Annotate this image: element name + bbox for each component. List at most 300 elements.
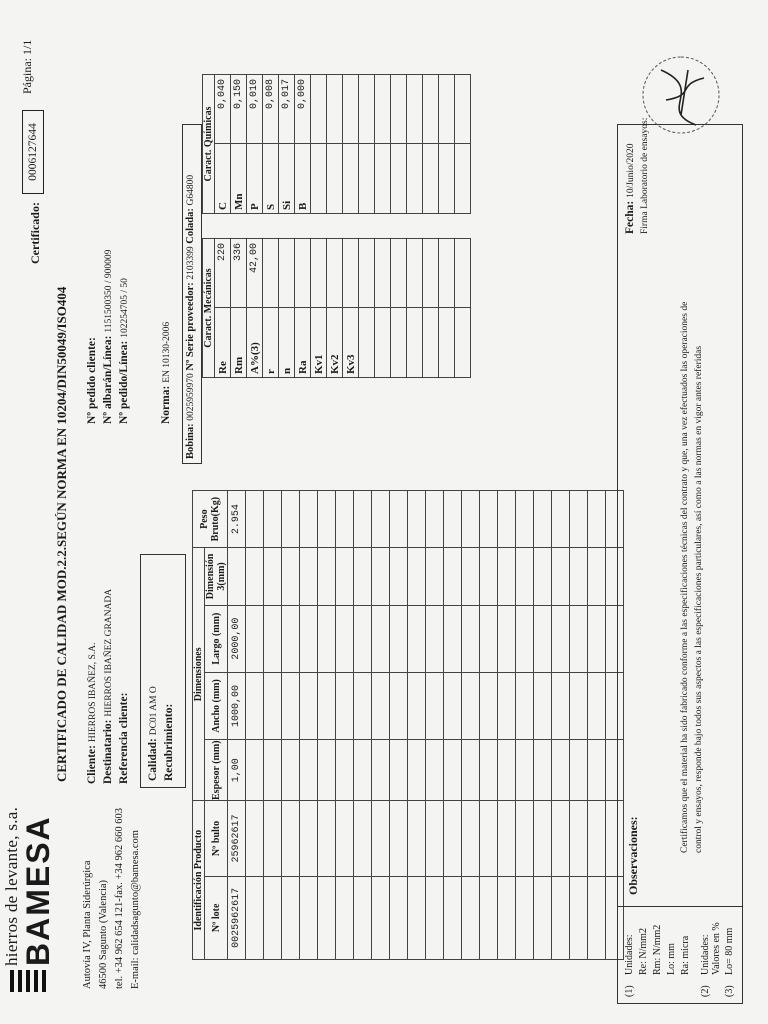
table-row (318, 491, 336, 960)
chem-label: C (215, 144, 231, 214)
table-row (246, 491, 264, 960)
cell-largo (462, 605, 480, 672)
observaciones-text: Certificamos que el material ha sido fabricado conforme a las especificaciones técnicas del contrato y que, una vez efectuados las operaciones de control y ensayos, responde bajo todos sus aspectos a las especificaciones particulares, así como a las normas en vigor antes referidas (680, 301, 704, 853)
cell-peso (372, 491, 390, 548)
mech-label: Kv1 (311, 308, 327, 378)
cell-peso (588, 491, 606, 548)
mech-value (375, 239, 391, 309)
mech-label: Kv3 (343, 308, 359, 378)
certificado-number: 0006127644 (22, 110, 44, 194)
espesor-header: Espesor (mm) (205, 740, 228, 801)
cell-espesor (444, 740, 462, 801)
cell-largo: 2000,00 (228, 605, 246, 672)
cell-peso (264, 491, 282, 548)
chem-value: 0,150 (231, 75, 247, 145)
company-name: hierros de levante, s.a. (2, 806, 21, 966)
cell-ancho (264, 672, 282, 739)
cliente-field: Cliente: HIERROS IBAÑEZ, S.A. (86, 642, 98, 784)
dim3-header: Dimensión 3(mm) (205, 548, 228, 605)
chem-label: B (295, 144, 311, 214)
cell-largo (246, 605, 264, 672)
chem-label (407, 144, 423, 214)
mech-value (391, 239, 407, 309)
cell-largo (390, 605, 408, 672)
cell-dim3 (228, 548, 246, 605)
mech-value (407, 239, 423, 309)
cell-lote (444, 876, 462, 959)
table-row (263, 75, 279, 214)
cell-dim3 (282, 548, 300, 605)
chem-value: 0,010 (247, 75, 263, 145)
cell-bulto (372, 801, 390, 876)
cell-dim3 (408, 548, 426, 605)
cell-lote (552, 876, 570, 959)
table-row (311, 239, 327, 378)
table-row (407, 75, 423, 214)
unit-line: Lo: mm (666, 943, 677, 975)
chem-label (423, 144, 439, 214)
cell-espesor (318, 740, 336, 801)
peso-header: Peso Bruto(Kg) (193, 491, 228, 548)
table-row (375, 75, 391, 214)
cell-bulto: 25962617 (228, 801, 246, 876)
largo-header: Largo (mm) (205, 605, 228, 672)
cell-espesor (516, 740, 534, 801)
table-row (455, 239, 471, 378)
cell-dim3 (498, 548, 516, 605)
fecha-field: Fecha: 10/Junio/2020 (624, 143, 636, 234)
cell-lote (408, 876, 426, 959)
cell-bulto (336, 801, 354, 876)
cell-peso (354, 491, 372, 548)
cell-ancho (354, 672, 372, 739)
cell-ancho (462, 672, 480, 739)
table-row (455, 75, 471, 214)
mech-label: Ra (295, 308, 311, 378)
bulto-header: Nº bulto (205, 801, 228, 876)
cell-bulto (390, 801, 408, 876)
table-row (439, 75, 455, 214)
ident-group-header: Identificación Producto (193, 801, 205, 960)
chem-value (407, 75, 423, 145)
cell-bulto (588, 801, 606, 876)
table-row (534, 491, 552, 960)
cell-dim3 (588, 548, 606, 605)
cell-espesor (498, 740, 516, 801)
cell-dim3 (354, 548, 372, 605)
table-row (247, 239, 263, 378)
cell-peso (516, 491, 534, 548)
cell-lote (426, 876, 444, 959)
table-row (408, 491, 426, 960)
bobina-line: Bobina: 0025959970 Nº Serie proveedor: 2103399 Colada: G64800 (182, 124, 202, 464)
cell-lote: 0025962617 (228, 876, 246, 959)
table-row (215, 239, 231, 378)
chem-label (343, 144, 359, 214)
cell-lote (282, 876, 300, 959)
cell-lote (390, 876, 408, 959)
cell-dim3 (444, 548, 462, 605)
chem-label: Si (279, 144, 295, 214)
table-row (516, 491, 534, 960)
unit-line: Rm: N/mm2 (652, 924, 663, 975)
cell-largo (336, 605, 354, 672)
chem-value (343, 75, 359, 145)
table-row (282, 491, 300, 960)
table-row (343, 239, 359, 378)
mech-label: A%(3) (247, 308, 263, 378)
table-row (570, 491, 588, 960)
cell-dim3 (570, 548, 588, 605)
note-2-num: (2) (700, 985, 711, 997)
table-row (552, 491, 570, 960)
table-row (295, 75, 311, 214)
chem-value: 0,000 (295, 75, 311, 145)
cell-ancho (552, 672, 570, 739)
company-brand: BAMESA (20, 815, 56, 966)
mech-label (423, 308, 439, 378)
cell-espesor (408, 740, 426, 801)
cell-ancho (408, 672, 426, 739)
mech-value (311, 239, 327, 309)
cell-dim3 (390, 548, 408, 605)
chem-header: Caract. Químicas (203, 75, 215, 214)
address-line: 46500 Sagunto (Valencia) (98, 879, 109, 989)
cell-ancho (282, 672, 300, 739)
mech-value (455, 239, 471, 309)
cell-bulto (552, 801, 570, 876)
observations-box (617, 124, 743, 1004)
cell-ancho (534, 672, 552, 739)
table-row (375, 239, 391, 378)
company-logo-icon (10, 970, 52, 992)
cell-ancho (444, 672, 462, 739)
cell-bulto (300, 801, 318, 876)
cell-ancho (246, 672, 264, 739)
cell-bulto (534, 801, 552, 876)
chem-value (391, 75, 407, 145)
cell-peso (246, 491, 264, 548)
certificado-label: Certificado: (28, 202, 42, 264)
products-table (192, 490, 624, 960)
table-row (391, 239, 407, 378)
cell-dim3 (336, 548, 354, 605)
table-row (480, 491, 498, 960)
cell-bulto (498, 801, 516, 876)
cell-largo (426, 605, 444, 672)
unit-line: Re: N/mm2 (638, 928, 649, 975)
mech-value (423, 239, 439, 309)
table-row (327, 239, 343, 378)
table-row (215, 75, 231, 214)
address-line: tel. +34 962 654 121-fax. +34 962 660 603 (114, 808, 125, 989)
mech-value (439, 239, 455, 309)
units-panel (618, 906, 742, 1003)
address-line: Autovía IV, Planta Siderúrgica (82, 860, 93, 989)
cell-peso (318, 491, 336, 548)
cell-ancho (390, 672, 408, 739)
cell-dim3 (426, 548, 444, 605)
document-title: CERTIFICADO DE CALIDAD MOD.2.2.SEGÚN NORMA EN 10204/DIN50049/ISO404 (54, 286, 69, 782)
note-1-num: (1) (624, 985, 635, 997)
cell-lote (462, 876, 480, 959)
cell-dim3 (372, 548, 390, 605)
cell-lote (372, 876, 390, 959)
cell-ancho (480, 672, 498, 739)
chem-label: S (263, 144, 279, 214)
chem-label (439, 144, 455, 214)
chem-value: 0,008 (263, 75, 279, 145)
cell-dim3 (318, 548, 336, 605)
mech-label (407, 308, 423, 378)
cell-peso (300, 491, 318, 548)
cell-peso (336, 491, 354, 548)
cell-ancho (516, 672, 534, 739)
observaciones-label: Observaciones: (626, 816, 640, 895)
cell-bulto (480, 801, 498, 876)
cell-lote (588, 876, 606, 959)
cell-espesor (246, 740, 264, 801)
table-row (407, 239, 423, 378)
cell-largo (516, 605, 534, 672)
cell-largo (552, 605, 570, 672)
table-row (228, 491, 246, 960)
cell-ancho (300, 672, 318, 739)
cell-lote (516, 876, 534, 959)
cell-peso (408, 491, 426, 548)
cell-espesor (300, 740, 318, 801)
chem-label (391, 144, 407, 214)
cell-dim3 (480, 548, 498, 605)
cell-bulto (570, 801, 588, 876)
cell-largo (408, 605, 426, 672)
cell-espesor (390, 740, 408, 801)
cell-largo (372, 605, 390, 672)
cell-espesor (372, 740, 390, 801)
cell-dim3 (516, 548, 534, 605)
mech-value: 42,00 (247, 239, 263, 309)
cell-ancho (498, 672, 516, 739)
cell-bulto (426, 801, 444, 876)
signature-stamp-icon (636, 50, 726, 140)
mech-value (359, 239, 375, 309)
mech-value: 336 (231, 239, 247, 309)
note-3-num: (3) (724, 985, 735, 997)
chem-value (455, 75, 471, 145)
cell-bulto (264, 801, 282, 876)
cell-largo (354, 605, 372, 672)
chem-label (311, 144, 327, 214)
table-row (588, 491, 606, 960)
table-row (426, 491, 444, 960)
mech-label (455, 308, 471, 378)
table-row (354, 491, 372, 960)
cell-ancho: 1000,00 (228, 672, 246, 739)
cell-largo (282, 605, 300, 672)
cell-dim3 (300, 548, 318, 605)
chem-label (327, 144, 343, 214)
chem-value (359, 75, 375, 145)
cell-peso (390, 491, 408, 548)
cell-espesor (282, 740, 300, 801)
cell-espesor (534, 740, 552, 801)
chem-label: Mn (231, 144, 247, 214)
table-row (336, 491, 354, 960)
mech-value (279, 239, 295, 309)
cell-dim3 (462, 548, 480, 605)
cell-largo (318, 605, 336, 672)
cell-lote (480, 876, 498, 959)
table-row (247, 75, 263, 214)
quality-box (140, 554, 186, 788)
cell-lote (354, 876, 372, 959)
cell-bulto (246, 801, 264, 876)
mech-label (375, 308, 391, 378)
cell-dim3 (264, 548, 282, 605)
cell-peso (444, 491, 462, 548)
chem-value (375, 75, 391, 145)
address-line: E-mail: calidadsagunto@bamesa.com (130, 830, 141, 989)
norma-field: Norma: EN 10130-2006 (160, 321, 172, 424)
cell-largo (300, 605, 318, 672)
cell-ancho (426, 672, 444, 739)
unit-line: Ra: micra (680, 935, 691, 975)
units-title: Unidades: (624, 934, 635, 975)
page-number: Página: 1/1 (20, 39, 34, 94)
cell-ancho (336, 672, 354, 739)
table-row (391, 75, 407, 214)
table-row (498, 491, 516, 960)
mech-value: 220 (215, 239, 231, 309)
mech-label (359, 308, 375, 378)
mech-value (327, 239, 343, 309)
cell-dim3 (246, 548, 264, 605)
table-row (327, 75, 343, 214)
cell-bulto (462, 801, 480, 876)
cell-espesor (462, 740, 480, 801)
cell-espesor (354, 740, 372, 801)
cell-largo (264, 605, 282, 672)
table-row (231, 75, 247, 214)
table-row (439, 239, 455, 378)
mech-label: n (279, 308, 295, 378)
table-row (359, 239, 375, 378)
mech-value (263, 239, 279, 309)
chem-value (423, 75, 439, 145)
table-row (300, 491, 318, 960)
table-row (264, 491, 282, 960)
table-row (279, 239, 295, 378)
table-row (343, 75, 359, 214)
chem-value (439, 75, 455, 145)
table-row (311, 75, 327, 214)
note-3-text: Lo= 80 mm (724, 927, 735, 975)
cell-lote (570, 876, 588, 959)
table-row (279, 75, 295, 214)
recubrimiento-field: Recubrimiento: (163, 703, 175, 781)
cell-lote (318, 876, 336, 959)
cell-peso (480, 491, 498, 548)
table-row (231, 239, 247, 378)
cell-dim3 (534, 548, 552, 605)
chem-label (455, 144, 471, 214)
cell-bulto (282, 801, 300, 876)
cell-ancho (372, 672, 390, 739)
destinatario-field: Destinatario: HIERROS IBAÑEZ GRANADA (102, 588, 114, 784)
table-row (423, 239, 439, 378)
mech-value (343, 239, 359, 309)
cell-largo (570, 605, 588, 672)
chem-label: P (247, 144, 263, 214)
note-2-text: Unidades: Valores en % (700, 922, 722, 975)
cell-ancho (570, 672, 588, 739)
cell-lote (498, 876, 516, 959)
mech-table (202, 238, 471, 378)
cell-espesor (552, 740, 570, 801)
table-row (372, 491, 390, 960)
table-row (444, 491, 462, 960)
mech-label: r (263, 308, 279, 378)
pedido-cliente-field: Nº pedido cliente: (86, 337, 98, 424)
dimensions-group-header: Dimensiones (193, 548, 205, 801)
cell-peso (462, 491, 480, 548)
albaran-field: Nº albarán/Línea: 1151500350 / 900009 (102, 249, 114, 424)
referencia-field: Referencia cliente: (118, 692, 130, 784)
cell-espesor: 1,00 (228, 740, 246, 801)
cell-dim3 (552, 548, 570, 605)
cell-bulto (444, 801, 462, 876)
cell-peso (498, 491, 516, 548)
chem-value: 0,040 (215, 75, 231, 145)
cell-peso (552, 491, 570, 548)
table-row (295, 239, 311, 378)
cell-lote (246, 876, 264, 959)
table-row (462, 491, 480, 960)
mech-label (439, 308, 455, 378)
firma-label: Firma Laboratorio de ensayos: (640, 117, 650, 234)
cell-largo (588, 605, 606, 672)
cell-largo (480, 605, 498, 672)
chem-value (311, 75, 327, 145)
table-row (390, 491, 408, 960)
table-row (359, 75, 375, 214)
cell-peso (282, 491, 300, 548)
mech-label: Rm (231, 308, 247, 378)
cell-peso (426, 491, 444, 548)
chem-label (359, 144, 375, 214)
cell-espesor (570, 740, 588, 801)
mech-label (391, 308, 407, 378)
table-row (263, 239, 279, 378)
cell-largo (444, 605, 462, 672)
cell-peso (534, 491, 552, 548)
cell-bulto (408, 801, 426, 876)
table-row (423, 75, 439, 214)
lote-header: Nº lote (205, 876, 228, 959)
chem-table (202, 74, 471, 214)
cell-bulto (354, 801, 372, 876)
chem-value (327, 75, 343, 145)
chem-value: 0,017 (279, 75, 295, 145)
cell-bulto (318, 801, 336, 876)
cell-lote (534, 876, 552, 959)
cell-espesor (588, 740, 606, 801)
cell-ancho (318, 672, 336, 739)
cell-espesor (426, 740, 444, 801)
mech-value (295, 239, 311, 309)
cell-peso: 2.954 (228, 491, 246, 548)
cell-espesor (336, 740, 354, 801)
